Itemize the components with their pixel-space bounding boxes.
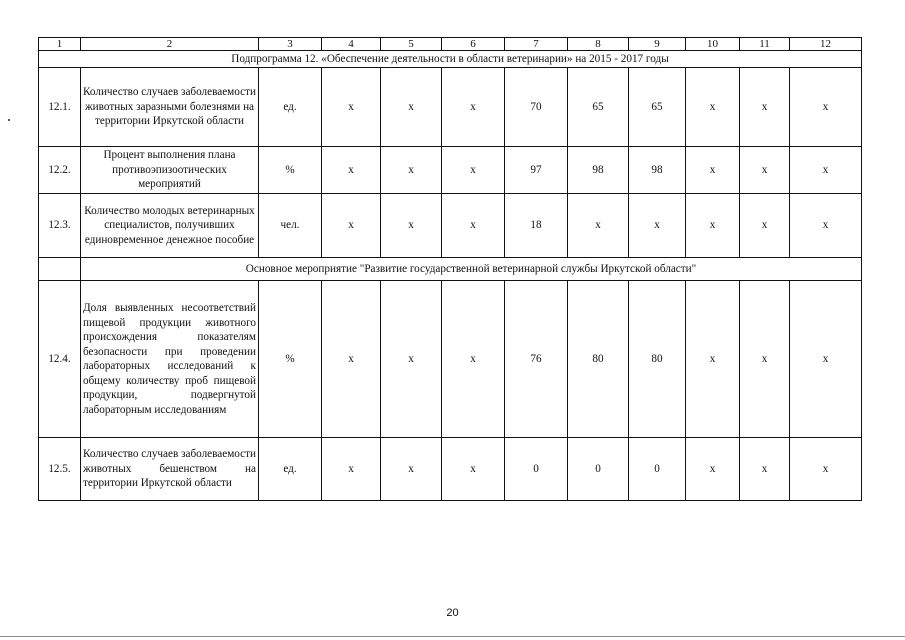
column-number: 11	[740, 38, 790, 51]
value-cell: х	[686, 438, 740, 501]
empty-cell	[39, 258, 81, 281]
value-cell: х	[442, 194, 505, 258]
value-cell: х	[740, 281, 790, 438]
value-cell: х	[381, 147, 442, 194]
value-cell: х	[686, 281, 740, 438]
row-number: 12.3.	[39, 194, 81, 258]
value-cell: х	[629, 194, 686, 258]
value-cell: 98	[629, 147, 686, 194]
column-number: 3	[259, 38, 322, 51]
bottom-divider	[0, 636, 905, 637]
indicator-name: Количество молодых ветеринарных специалистов, получивших единовременное денежное пособие	[81, 194, 259, 258]
row-number: 12.1.	[39, 68, 81, 147]
value-cell: х	[740, 68, 790, 147]
value-cell: х	[790, 438, 862, 501]
row-number: 12.5.	[39, 438, 81, 501]
value-cell: х	[381, 438, 442, 501]
column-number: 7	[505, 38, 568, 51]
value-cell: х	[322, 438, 381, 501]
row-number: 12.2.	[39, 147, 81, 194]
value-cell: 65	[568, 68, 629, 147]
column-number: 2	[81, 38, 259, 51]
value-cell: 0	[505, 438, 568, 501]
value-cell: 80	[568, 281, 629, 438]
value-cell: 65	[629, 68, 686, 147]
value-cell: х	[568, 194, 629, 258]
value-cell: х	[686, 194, 740, 258]
subprogram-row	[39, 51, 862, 68]
row-number: 12.4.	[39, 281, 81, 438]
value-cell: 98	[568, 147, 629, 194]
value-cell: х	[381, 281, 442, 438]
indicator-name: Количество случаев заболеваемости животных заразными болезнями на территории Иркутской области	[81, 68, 259, 147]
unit-cell: чел.	[259, 194, 322, 258]
column-number: 12	[790, 38, 862, 51]
indicator-name: Количество случаев заболеваемости животных бешенством на территории Иркутской области	[81, 438, 259, 501]
table-row	[39, 281, 862, 438]
value-cell: х	[686, 147, 740, 194]
value-cell: 18	[505, 194, 568, 258]
column-number: 10	[686, 38, 740, 51]
table-row	[39, 438, 862, 501]
value-cell: х	[322, 281, 381, 438]
value-cell: х	[322, 194, 381, 258]
indicators-table	[38, 37, 862, 501]
value-cell: х	[442, 68, 505, 147]
column-number-row	[39, 38, 862, 51]
indicator-name: Доля выявленных несоответствий пищевой продукции животного происхождения показателям безопасности при проведении лабораторных исследований к общему количеству проб пищевой продукции, подвергнутой лабораторным исследованиям	[81, 281, 259, 438]
table-row	[39, 68, 862, 147]
subprogram-title: Подпрограмма 12. «Обеспечение деятельности в области ветеринарии» на 2015 - 2017 годы	[39, 51, 862, 68]
page-number: 20	[446, 607, 459, 619]
scan-speck	[8, 119, 10, 121]
unit-cell: ед.	[259, 438, 322, 501]
value-cell: х	[740, 194, 790, 258]
column-number: 9	[629, 38, 686, 51]
value-cell: 70	[505, 68, 568, 147]
value-cell: х	[790, 194, 862, 258]
table-row	[39, 194, 862, 258]
value-cell: 0	[568, 438, 629, 501]
column-number: 1	[39, 38, 81, 51]
value-cell: х	[322, 147, 381, 194]
column-number: 5	[381, 38, 442, 51]
value-cell: х	[790, 281, 862, 438]
indicator-name: Процент выполнения плана противоэпизоотических мероприятий	[81, 147, 259, 194]
value-cell: 76	[505, 281, 568, 438]
value-cell: х	[790, 147, 862, 194]
value-cell: х	[790, 68, 862, 147]
value-cell: х	[442, 281, 505, 438]
unit-cell: %	[259, 147, 322, 194]
value-cell: х	[442, 147, 505, 194]
unit-cell: %	[259, 281, 322, 438]
column-number: 6	[442, 38, 505, 51]
value-cell: х	[740, 438, 790, 501]
value-cell: х	[381, 194, 442, 258]
column-number: 4	[322, 38, 381, 51]
value-cell: х	[381, 68, 442, 147]
main-activity-title: Основное мероприятие "Развитие государственной ветеринарной службы Иркутской области"	[81, 258, 862, 281]
column-number: 8	[568, 38, 629, 51]
value-cell: 97	[505, 147, 568, 194]
table-row	[39, 147, 862, 194]
main-activity-row	[39, 258, 862, 281]
value-cell: 0	[629, 438, 686, 501]
value-cell: х	[322, 68, 381, 147]
value-cell: х	[442, 438, 505, 501]
unit-cell: ед.	[259, 68, 322, 147]
value-cell: 80	[629, 281, 686, 438]
value-cell: х	[686, 68, 740, 147]
value-cell: х	[740, 147, 790, 194]
